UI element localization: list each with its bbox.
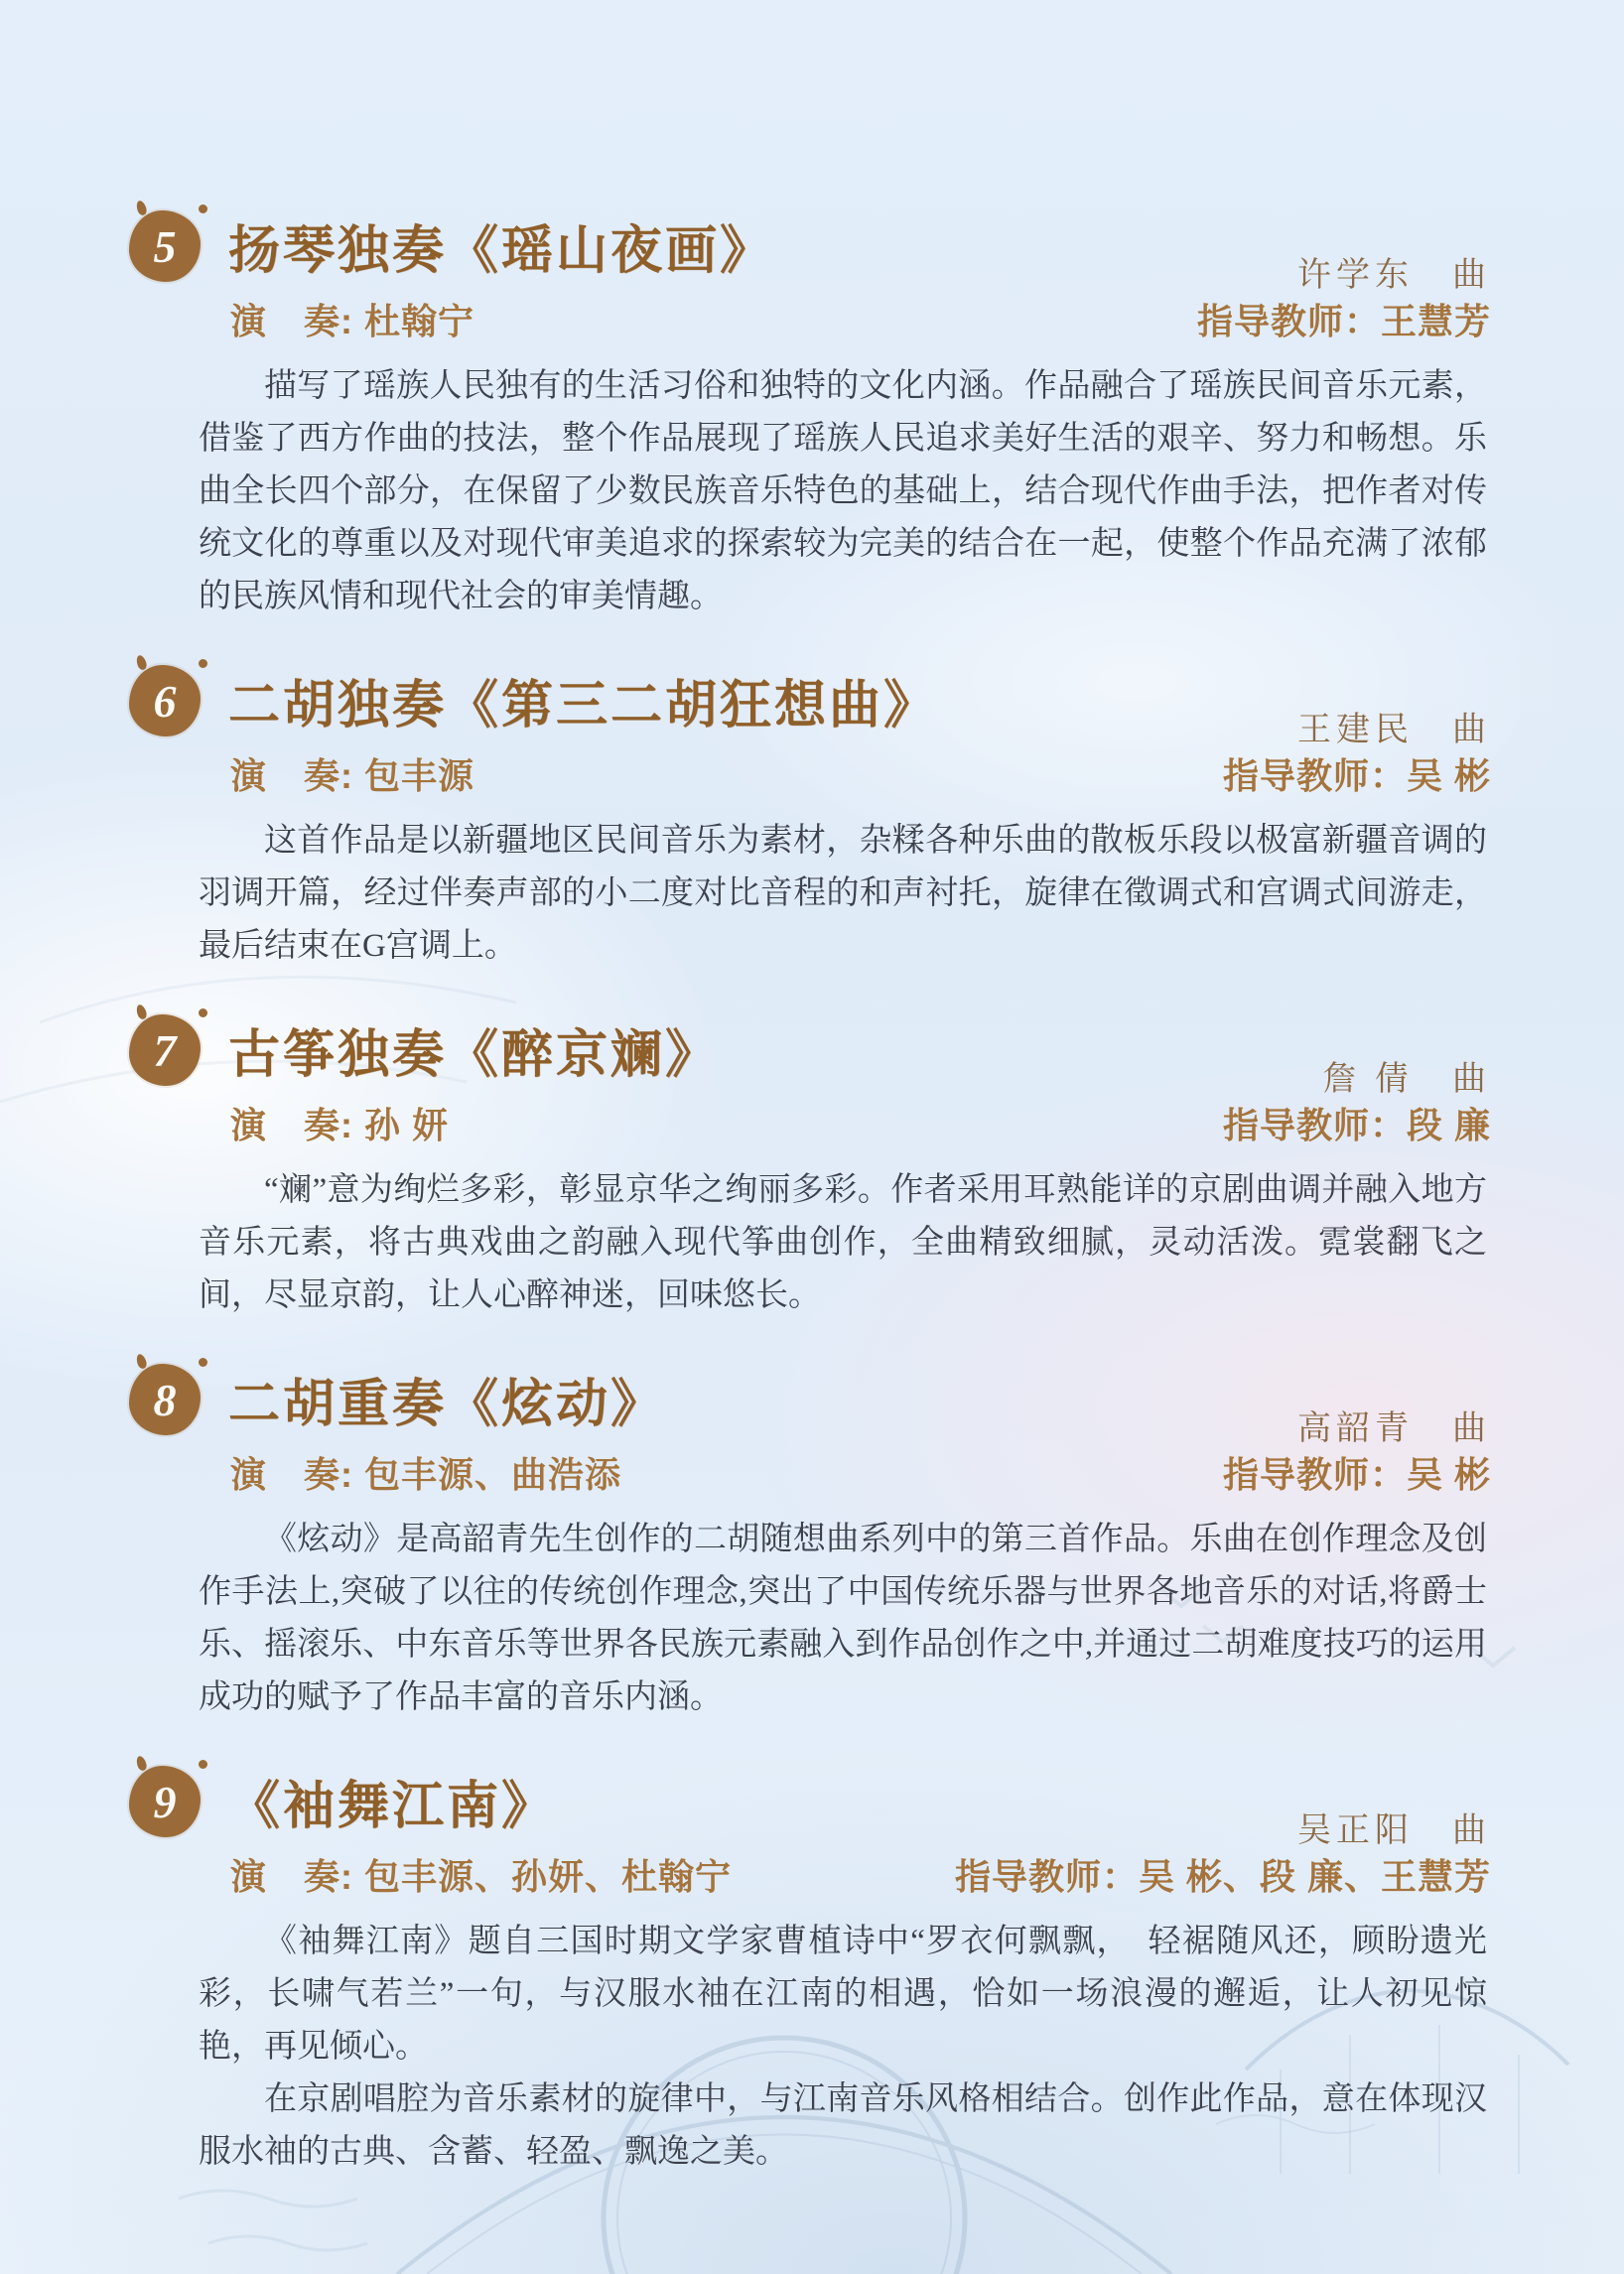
piece-description: [199, 815, 1487, 973]
performers-line: 演 奏: 包丰源: [230, 755, 474, 796]
program-item-7: [129, 1014, 1491, 1322]
item-meta-row: [129, 1849, 1491, 1900]
performers-line: 演 奏: 杜翰宁: [230, 301, 474, 341]
composer-credit: 吴正阳 曲: [1297, 1812, 1491, 1849]
item-number: 7: [153, 1024, 177, 1076]
piece-description: [199, 1164, 1487, 1322]
program-item-5: [129, 210, 1491, 623]
instructor-line: 指导教师：段 廉: [1222, 1105, 1491, 1145]
piece-title: 二胡独奏《第三二胡狂想曲》: [228, 678, 939, 736]
ink-blot-number-badge: [129, 210, 201, 282]
description-paragraph: “斓”意为绚烂多彩，彰显京华之绚丽多彩。作者采用耳熟能详的京剧曲调并融入地方音乐元素，将古典戏曲之韵融入现代筝曲创作，全曲精致细腻，灵动活泼。霓裳翻飞之间，尽显京韵，让人心醉神迷，回味悠长。: [199, 1172, 1487, 1313]
description-paragraph: 《炫动》是高韶青先生创作的二胡随想曲系列中的第三首作品。乐曲在创作理念及创作手法上,突破了以往的传统创作理念,突出了中国传统乐器与世界各地音乐的对话,将爵士乐、摇滚乐、中东音乐等世界各民族元素融入到作品创作之中,并通过二胡难度技巧的运用成功的赋予了作品丰富的音乐内涵。: [199, 1522, 1487, 1715]
performers-line: 演 奏: 包丰源、曲浩添: [230, 1454, 621, 1495]
item-title-row: [129, 1014, 1491, 1098]
composer-credit: 许学东 曲: [1297, 257, 1491, 294]
item-title-row: [129, 1766, 1491, 1849]
item-meta-row: [129, 1098, 1491, 1148]
item-number: 8: [153, 1374, 177, 1425]
item-title-row: [129, 1364, 1491, 1447]
item-number: 5: [153, 220, 177, 272]
piece-title: 扬琴独奏《瑶山夜画》: [228, 223, 775, 281]
ink-blot-number-badge: [129, 1766, 201, 1837]
description-paragraph: 这首作品是以新疆地区民间音乐为素材，杂糅各种乐曲的散板乐段以极富新疆音调的羽调开篇，经过伴奏声部的小二度对比音程的和声衬托，旋律在徵调式和宫调式间游走，最后结束在G宫调上。: [199, 823, 1487, 964]
composer-credit: 詹 倩 曲: [1322, 1061, 1491, 1098]
description-paragraph: 《袖舞江南》题自三国时期文学家曹植诗中“罗衣何飘飘， 轻裾随风还，顾盼遗光彩，长啸气若兰”一句，与汉服水袖在江南的相遇，恰如一场浪漫的邂逅，让人初见惊艳，再见倾心。: [199, 1924, 1487, 2065]
instructor-line: 指导教师：吴 彬: [1222, 755, 1491, 796]
ink-blot-number-badge: [129, 665, 201, 736]
piece-title: 《袖舞江南》: [228, 1779, 557, 1836]
piece-title: 古筝独奏《醉京斓》: [228, 1027, 721, 1085]
program-item-9: [129, 1766, 1491, 2179]
composer-credit: 王建民 曲: [1297, 712, 1491, 748]
item-title-row: [129, 210, 1491, 294]
performers-line: 演 奏: 孙 妍: [230, 1105, 449, 1145]
program-item-8: [129, 1364, 1491, 1724]
description-paragraph: 描写了瑶族人民独有的生活习俗和独特的文化内涵。作品融合了瑶族民间音乐元素，借鉴了西方作曲的技法，整个作品展现了瑶族人民追求美好生活的艰辛、努力和畅想。乐曲全长四个部分，在保留了少数民族音乐特色的基础上，结合现代作曲手法，把作者对传统文化的尊重以及对现代审美追求的探索较为完美的结合在一起，使整个作品充满了浓郁的民族风情和现代社会的审美情趣。: [199, 368, 1487, 614]
item-meta-row: [129, 1447, 1491, 1498]
program-item-6: [129, 665, 1491, 973]
piece-description: [199, 1916, 1487, 2179]
piece-description: [199, 1514, 1487, 1724]
instructor-line: 指导教师：吴 彬、段 廉、王慧芳: [954, 1856, 1491, 1897]
item-number: 9: [153, 1776, 177, 1827]
composer-credit: 高韶青 曲: [1297, 1410, 1491, 1447]
instructor-line: 指导教师：王慧芳: [1196, 301, 1491, 341]
ink-blot-number-badge: [129, 1364, 201, 1435]
description-paragraph: 在京剧唱腔为音乐素材的旋律中，与江南音乐风格相结合。创作此作品，意在体现汉服水袖的古典、含蓄、轻盈、飘逸之美。: [199, 2081, 1487, 2170]
performers-line: 演 奏: 包丰源、孙妍、杜翰宁: [230, 1856, 732, 1897]
piece-description: [199, 360, 1487, 623]
instructor-line: 指导教师：吴 彬: [1222, 1454, 1491, 1495]
item-number: 6: [153, 675, 177, 727]
item-title-row: [129, 665, 1491, 748]
ink-blot-number-badge: [129, 1014, 201, 1086]
piece-title: 二胡重奏《炫动》: [228, 1377, 666, 1434]
item-meta-row: [129, 748, 1491, 799]
item-meta-row: [129, 294, 1491, 344]
